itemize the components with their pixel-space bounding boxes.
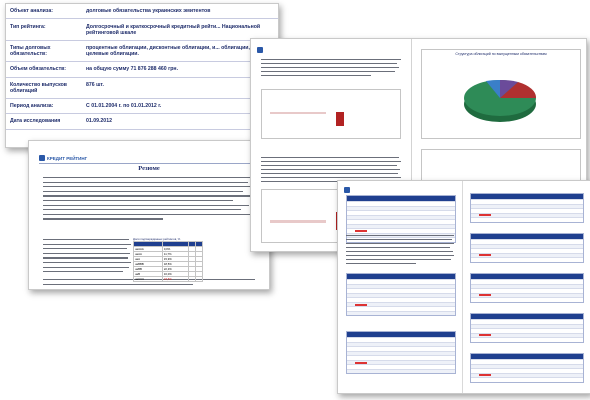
data-table: [470, 353, 584, 383]
text-line: [261, 173, 398, 174]
text-line: [43, 284, 193, 285]
data-table-row: [347, 369, 455, 374]
summary-text-page: [28, 140, 270, 290]
row-value: 18,5%: [162, 262, 188, 267]
data-table-row: [471, 337, 583, 342]
row-cell: [188, 277, 195, 282]
row-value: 15,9%: [162, 257, 188, 262]
bar-light: [270, 220, 326, 223]
text-line: [346, 243, 454, 244]
text-line: [346, 239, 452, 240]
summary-row: [6, 114, 278, 129]
text-line: [43, 257, 128, 258]
summary-table: [6, 4, 278, 130]
text-line: [43, 262, 131, 263]
summary-value: 876 шт.: [82, 77, 278, 98]
company-logo-small: [257, 47, 263, 53]
row-value: 18,5%: [162, 277, 188, 282]
row-label: uaBB: [134, 267, 163, 272]
row-label: uaAA: [134, 252, 163, 257]
summary-row: [6, 4, 278, 19]
tables-left-column: [338, 181, 463, 393]
tables-right-column: [464, 181, 590, 393]
text-line: [261, 169, 400, 170]
summary-value: процентные облигации, дисконтные облигации, и... облигации, целевые облигации.: [82, 40, 278, 61]
row-value: 22,3%: [162, 267, 188, 272]
text-line: [346, 255, 454, 256]
text-line: [261, 165, 397, 166]
text-line: [261, 59, 401, 60]
highlight-mark: [479, 334, 491, 336]
text-line: [43, 214, 254, 215]
text-line: [43, 186, 255, 187]
summary-row: [6, 19, 278, 40]
row-cell: [195, 277, 202, 282]
logo-icon: [344, 187, 350, 193]
summary-key: Объект анализа:: [6, 4, 82, 19]
company-logo: КРЕДИТ РЕЙТИНГ: [39, 155, 87, 161]
summary-value: Долгосрочный и краткосрочный кредитный рейти... Национальной рейтинговой шкале: [82, 19, 278, 40]
mini-table-caption: Доля подтверждённых рейтингов, %: [133, 237, 181, 241]
summary-value: С 01.01.2004 г. по 01.01.2012 г.: [82, 98, 278, 113]
summary-key: Тип рейтинга:: [6, 19, 82, 40]
text-line: [346, 259, 451, 260]
text-line: [43, 182, 248, 183]
summary-key: Дата исследования: [6, 114, 82, 129]
text-line: [43, 177, 253, 178]
data-table: [470, 233, 584, 263]
logo-icon: [39, 155, 45, 161]
text-line: [261, 75, 371, 76]
data-table: [470, 273, 584, 303]
data-table: [470, 313, 584, 343]
row-label: uaAAA: [134, 247, 163, 252]
bar-chart-1: [261, 89, 401, 139]
text-line: [43, 205, 249, 206]
pie-chart-1: Структура облигаций по выпущенным обязательствам: [421, 49, 581, 139]
text-line: [43, 248, 127, 249]
bar-dark: [336, 112, 344, 126]
highlight-mark: [479, 294, 491, 296]
summary-value: 01.09.2012: [82, 114, 278, 129]
summary-key: Количество выпусков облигаций: [6, 77, 82, 98]
text-line: [261, 177, 401, 178]
summary-value: долговые обязательства украинских эмитентов: [82, 4, 278, 19]
data-tables-page: [337, 180, 590, 394]
row-label: uaA: [134, 257, 163, 262]
row-value: 0,0%: [162, 247, 188, 252]
summary-heading: Резюме: [138, 165, 160, 172]
highlight-mark: [355, 304, 367, 306]
text-line: [43, 239, 129, 240]
data-table: [346, 331, 456, 374]
text-line: [43, 218, 163, 219]
row-value: 16,0%: [162, 272, 188, 277]
company-logo-small: [344, 187, 350, 193]
summary-value: на общую сумму 71 876 288 460 грн.: [82, 62, 278, 77]
logo-icon: [257, 47, 263, 53]
text-line: [346, 251, 453, 252]
text-line: [261, 161, 401, 162]
data-table-row: [347, 311, 455, 316]
data-table-row: [471, 257, 583, 262]
highlight-mark: [479, 254, 491, 256]
summary-key: Типы долговых обязательств:: [6, 40, 82, 61]
mini-table-row: [134, 277, 203, 282]
text-line: [43, 244, 131, 245]
text-line: [261, 67, 399, 68]
highlight-mark: [479, 214, 491, 216]
text-line: [346, 235, 454, 236]
data-table-row: [471, 377, 583, 382]
summary-row: [6, 40, 278, 61]
text-line: [43, 200, 233, 201]
row-label: uaCCC: [134, 277, 163, 282]
text-line: [43, 195, 251, 196]
rating-share-table: [133, 241, 203, 282]
highlight-mark: [355, 362, 367, 364]
row-value: 11,7%: [162, 252, 188, 257]
summary-row: [6, 77, 278, 98]
text-line: [43, 253, 130, 254]
highlight-mark: [355, 230, 367, 232]
text-line: [261, 71, 395, 72]
summary-row: [6, 62, 278, 77]
bar-light: [270, 112, 326, 114]
row-label: uaB: [134, 272, 163, 277]
summary-key: Период анализа:: [6, 98, 82, 113]
summary-table-page: [5, 3, 279, 148]
data-table: [470, 193, 584, 223]
row-label: uaBBB: [134, 262, 163, 267]
text-line: [43, 209, 241, 210]
text-line: [43, 271, 123, 272]
summary-key: Объем обязательств:: [6, 62, 82, 77]
text-line: [43, 191, 243, 192]
data-table: [346, 273, 456, 316]
data-table-row: [471, 217, 583, 222]
text-line: [346, 263, 416, 264]
highlight-mark: [479, 374, 491, 376]
text-line: [261, 157, 399, 158]
summary-row: [6, 98, 278, 113]
data-table-row: [471, 297, 583, 302]
text-line: [261, 63, 397, 64]
text-line: [43, 267, 129, 268]
header-rule: [39, 163, 259, 164]
text-line: [346, 247, 450, 248]
